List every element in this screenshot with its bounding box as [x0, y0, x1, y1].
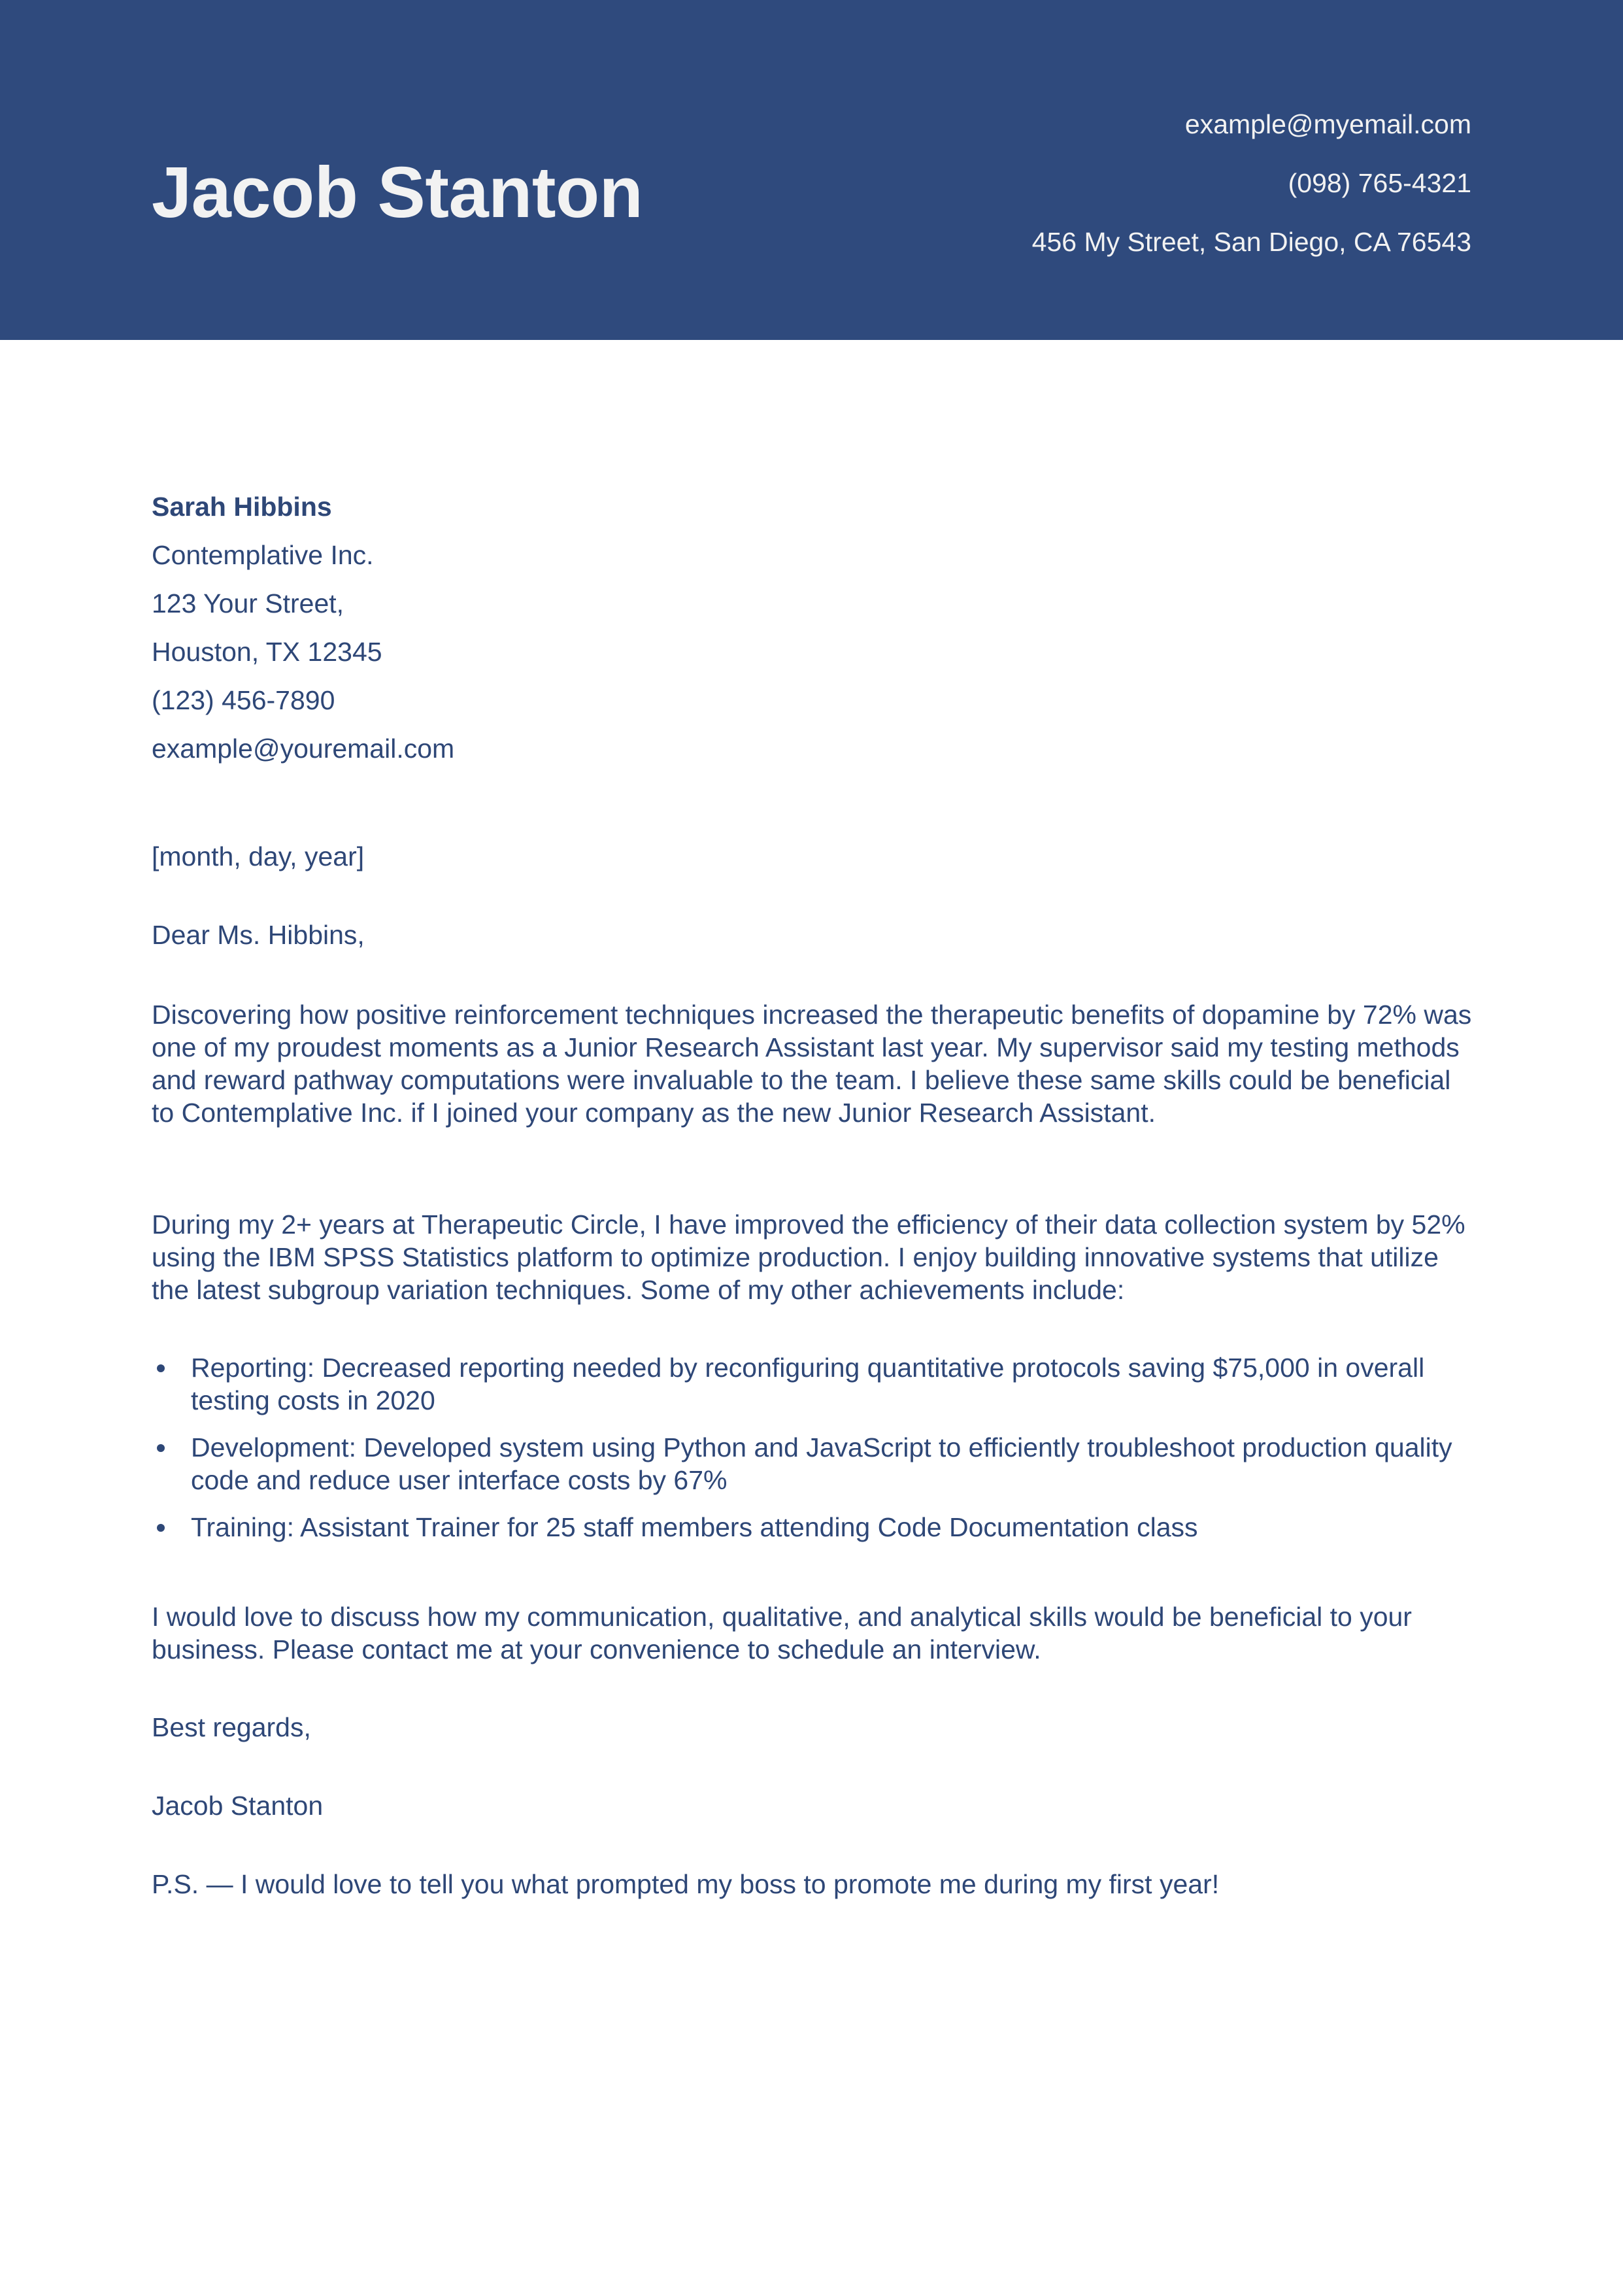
salutation: Dear Ms. Hibbins,	[152, 920, 365, 950]
paragraph-1: Discovering how positive reinforcement techniques increased the therapeutic benefits of dopamine by 72% was one of my proudest moments as a Junior Research Assistant last year. My supervisor said my testing methods and reward pathway computations were invaluable to the team. I believe these same skills could be beneficial to Contemplative Inc. if I joined your company as the new Junior Research Assistant.	[152, 1000, 1472, 1128]
sender-contact	[1032, 111, 1471, 288]
sender-email: example@myemail.com	[1184, 109, 1471, 139]
list-item	[152, 1351, 1472, 1417]
sender-address: 456 My Street, San Diego, CA 76543	[1031, 227, 1471, 257]
recipient-phone: (123) 456-7890	[152, 685, 335, 715]
signature: Jacob Stanton	[152, 1791, 324, 1821]
letter-date: [month, day, year]	[152, 841, 365, 871]
paragraph-2: During my 2+ years at Therapeutic Circle, I have improved the efficiency of their data collection system by 52% using the IBM SPSS Statistics platform to optimize production. I enjoy building innovative systems that utilize the latest subgroup variation techniques. Some of my other achievements include:	[152, 1209, 1465, 1305]
list-item	[152, 1431, 1472, 1496]
sender-name: Jacob Stanton	[152, 152, 643, 233]
paragraph-3: I would love to discuss how my communication, qualitative, and analytical skills would be beneficial to your business. Please contact me at your convenience to schedule an interview.	[152, 1602, 1412, 1664]
achievement-text: Development: Developed system using Python and JavaScript to efficiently troubleshoot production quality code and reduce user interface costs by 67%	[191, 1432, 1452, 1495]
header-banner	[0, 0, 1623, 340]
achievements-list	[152, 1351, 1472, 1558]
closing: Best regards,	[152, 1712, 311, 1742]
list-item	[152, 1511, 1472, 1544]
recipient-company: Contemplative Inc.	[152, 540, 374, 570]
sender-phone: (098) 765-4321	[1288, 168, 1471, 198]
recipient-city: Houston, TX 12345	[152, 637, 382, 667]
bullet-icon	[157, 1524, 165, 1532]
achievement-text: Reporting: Decreased reporting needed by reconfiguring quantitative protocols saving $75,000 in overall testing costs in 2020	[191, 1353, 1425, 1415]
recipient-street: 123 Your Street,	[152, 588, 344, 618]
bullet-icon	[157, 1444, 165, 1452]
postscript: P.S. — I would love to tell you what prompted my boss to promote me during my first year!	[152, 1869, 1220, 1899]
recipient-name: Sarah Hibbins	[152, 492, 332, 522]
bullet-icon	[157, 1364, 165, 1372]
recipient-block	[152, 490, 454, 781]
recipient-email: example@youremail.com	[152, 734, 455, 764]
achievement-text: Training: Assistant Trainer for 25 staff members attending Code Documentation class	[191, 1512, 1198, 1542]
